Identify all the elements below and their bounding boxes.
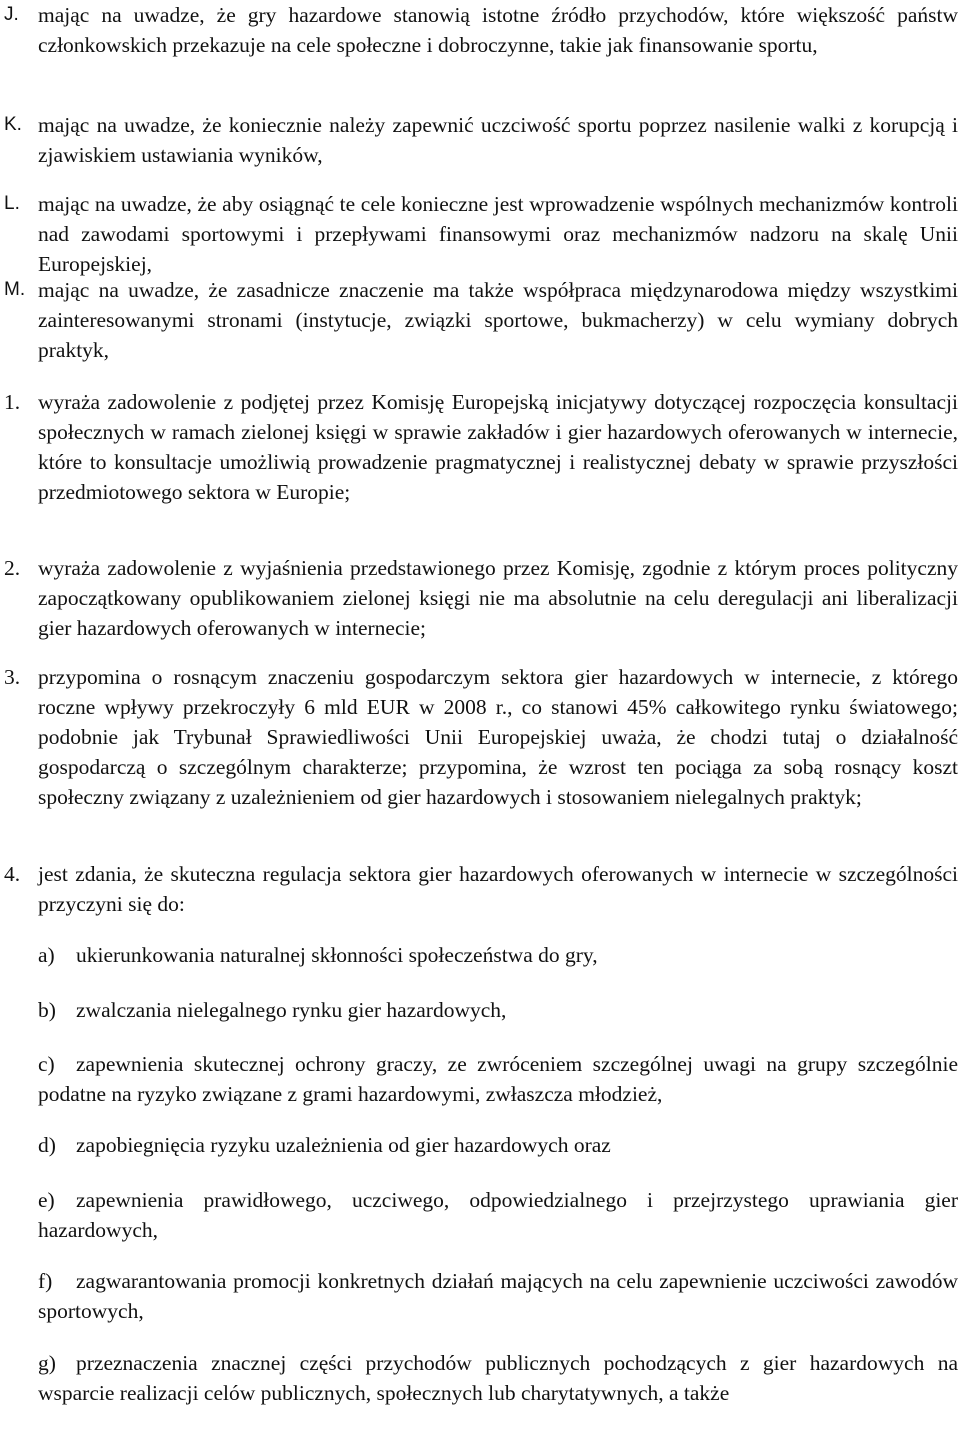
recital-label: K. — [4, 114, 22, 135]
point-text: przypomina o rosnącym znaczeniu gospodarczym sektora gier hazardowych w internecie, z którego roczne wpływy przekroczyły 6 mld EUR w 2008 r., co stanowi 45% całkowitego rynku światowego; podobnie jak Trybunał Sprawiedliwości Unii Europejskiej uważa, że chodzi tutaj o działalność gospodarczą o szczególnym charakterze; przypomina, że wzrost ten pociąga za sobą rosnący koszt społeczny związany z uzależnieniem od gier hazardowych i stosowaniem nielegalnych praktyk; — [38, 665, 958, 809]
recital-label: J. — [4, 4, 19, 25]
subpoint-e — [38, 1185, 958, 1245]
recital-j — [0, 0, 958, 60]
subpoint-text: zwalczania nielegalnego rynku gier hazardowych, — [76, 998, 507, 1022]
subpoint-label: e) — [38, 1188, 55, 1212]
subpoint-text: zagwarantowania promocji konkretnych działań mających na celu zapewnienie uczciwości zawodów sportowych, — [38, 1269, 958, 1323]
point-text: jest zdania, że skuteczna regulacja sektora gier hazardowych oferowanych w internecie w szczególności przyczyni się do: — [38, 862, 958, 916]
point-label: 1. — [4, 390, 21, 414]
point-3 — [0, 662, 958, 812]
point-text: wyraża zadowolenie z podjętej przez Komisję Europejską inicjatywy dotyczącej rozpoczęcia konsultacji społecznych w ramach zielonej księgi w sprawie zakładów i gier hazardowych oferowanych w internecie, które to konsultacje umożliwią prowadzenie pragmatycznej i realistycznej debaty w sprawie przyszłości przedmiotowego sektora w Europie; — [38, 390, 958, 504]
subpoint-text: zapobiegnięcia ryzyku uzależnienia od gier hazardowych oraz — [76, 1133, 611, 1157]
subpoint-a — [38, 940, 958, 970]
subpoint-f — [38, 1266, 958, 1326]
subpoint-text: ukierunkowania naturalnej skłonności społeczeństwa do gry, — [76, 943, 598, 967]
subpoint-c — [38, 1049, 958, 1109]
recital-text: mając na uwadze, że gry hazardowe stanowią istotne źródło przychodów, które większość państw członkowskich przekazuje na cele społeczne i dobroczynne, takie jak finansowanie sportu, — [38, 3, 958, 57]
subpoint-label: d) — [38, 1133, 56, 1157]
recital-text: mając na uwadze, że aby osiągnąć te cele konieczne jest wprowadzenie wspólnych mechanizmów kontroli nad zawodami sportowymi i przepływami finansowymi oraz mechanizmów nadzoru na skalę Unii Europejskiej, — [38, 192, 958, 276]
point-2 — [0, 553, 958, 643]
subpoint-g — [38, 1348, 958, 1408]
point-label: 4. — [4, 862, 21, 886]
subpoint-b — [38, 995, 958, 1025]
point-label: 2. — [4, 556, 21, 580]
subpoint-label: b) — [38, 998, 56, 1022]
recital-m — [0, 275, 958, 365]
subpoint-label: f) — [38, 1269, 53, 1293]
recital-text: mając na uwadze, że koniecznie należy zapewnić uczciwość sportu poprzez nasilenie walki z korupcją i zjawiskiem ustawiania wyników, — [38, 113, 958, 167]
recital-k — [0, 110, 958, 170]
recital-l — [0, 189, 958, 279]
subpoint-text: zapewnienia skutecznej ochrony graczy, ze zwróceniem szczególnej uwagi na grupy szczególnie podatne na ryzyko związane z grami hazardowymi, zwłaszcza młodzież, — [38, 1052, 958, 1106]
point-1 — [0, 387, 958, 507]
subpoint-label: g) — [38, 1351, 56, 1375]
recital-label: M. — [4, 279, 26, 300]
subpoint-text: zapewnienia prawidłowego, uczciwego, odpowiedzialnego i przejrzystego uprawiania gier hazardowych, — [38, 1188, 958, 1242]
subpoint-label: a) — [38, 943, 55, 967]
recital-text: mając na uwadze, że zasadnicze znaczenie ma także współpraca międzynarodowa między wszystkimi zainteresowanymi stronami (instytucje, związki sportowe, bukmacherzy) w celu wymiany dobrych praktyk, — [38, 278, 958, 362]
subpoint-d — [38, 1130, 958, 1160]
recital-label: L. — [4, 193, 20, 214]
subpoint-label: c) — [38, 1052, 55, 1076]
point-text: wyraża zadowolenie z wyjaśnienia przedstawionego przez Komisję, zgodnie z którym proces polityczny zapoczątkowany opublikowaniem zielonej księgi nie ma absolutnie na celu deregulacji ani liberalizacji gier hazardowych oferowanych w internecie; — [38, 556, 958, 640]
point-4 — [0, 859, 958, 919]
subpoint-text: przeznaczenia znacznej części przychodów publicznych pochodzących z gier hazardowych na wsparcie realizacji celów publicznych, społecznych lub charytatywnych, a także — [38, 1351, 958, 1405]
point-label: 3. — [4, 665, 21, 689]
